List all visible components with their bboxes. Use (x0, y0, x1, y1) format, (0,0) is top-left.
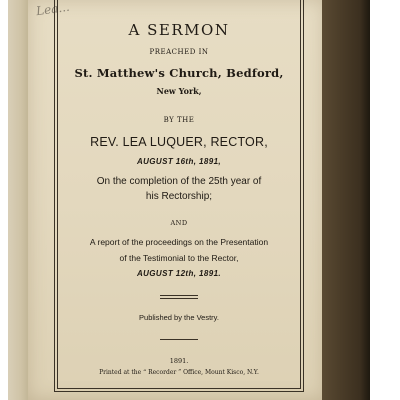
sermon-date: AUGUST 16th, 1891, (136, 157, 222, 166)
rector-name: REV. LEA LUQUER, RECTOR, (90, 135, 268, 149)
page-edge (8, 0, 30, 400)
printer-line: Printed at the “ Recorder ” Office, Mount Kisco, N.Y. (99, 369, 259, 376)
preached-in-label: PREACHED IN (149, 48, 209, 56)
document-title: A SERMON (128, 21, 230, 39)
report-line-2: of the Testimonial to the Rector, (119, 253, 239, 263)
by-the-label: BY THE (163, 116, 195, 124)
church-name: St. Matthew's Church, Bedford, (74, 66, 284, 80)
report-date: AUGUST 12th, 1891. (136, 269, 222, 278)
divider-rule (160, 295, 198, 299)
publication-year: 1891. (169, 357, 189, 365)
report-line-1: A report of the proceedings on the Presentation (89, 237, 269, 247)
book-binding (322, 0, 370, 400)
occasion-line-2: his Rectorship; (145, 191, 213, 202)
church-location: New York, (156, 86, 202, 96)
and-label: AND (170, 219, 188, 227)
title-page-text (54, 0, 304, 392)
publisher-line: Published by the Vestry. (139, 313, 219, 322)
occasion-line-1: On the completion of the 25th year of (96, 176, 262, 187)
handwritten-note: Lea... (35, 0, 71, 19)
divider-rule-small (160, 339, 198, 340)
